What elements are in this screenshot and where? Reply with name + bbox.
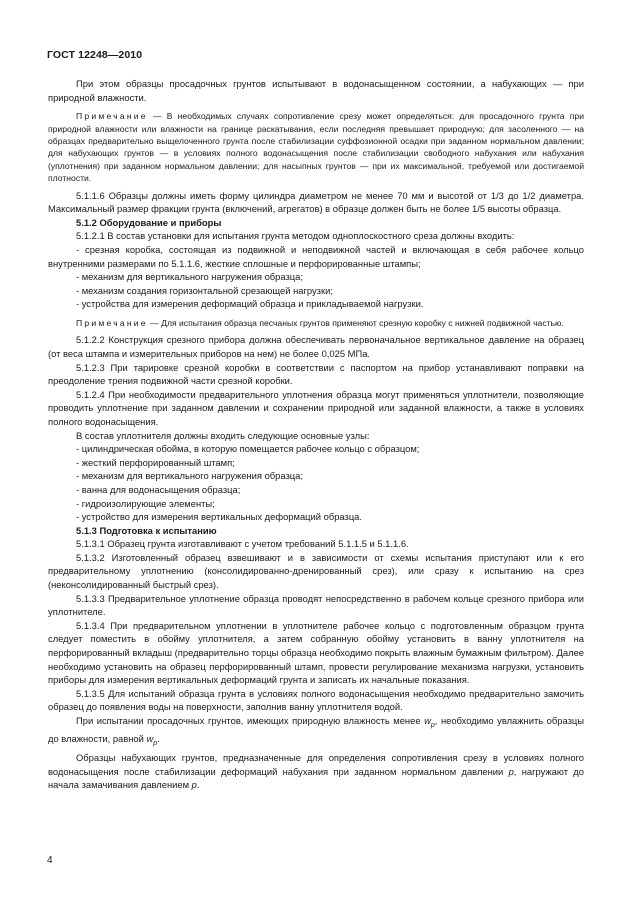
paragraph-5-1-3-1: 5.1.3.1 Образец грунта изготавливают с учетом требований 5.1.1.5 и 5.1.1.6. xyxy=(76,538,409,550)
text-fragment: При испытании просадочных грунтов, имеющих природную влажность менее xyxy=(76,715,425,726)
note-2 xyxy=(48,317,584,329)
paragraph-5-1-3-4: 5.1.3.4 При предварительном уплотнении в уплотнителе рабочее кольцо с подготовленным образцом грунта следует поместить в обойму уплотнителя, а затем собранную обойму установить в ванну уплотнителя на перфорированный вкладыш (предварительно торцы образца необходимо покрыть влажным бумажным фильтром). Далее необходимо установить на образец перфорированный штамп, провести регулирование механизма нагрузки, установить приборы для измерения вертикальных деформаций грунта и записать их начальные показания. xyxy=(48,619,584,686)
list-item: - срезная коробка, состоящая из подвижной и неподвижной частей и включающая в себя рабочее кольцо внутренними размерами по 5.1.1.6, жесткие сплошные и перфорированные штампы; xyxy=(48,244,584,269)
pressure-symbol: р xyxy=(191,779,197,791)
heading-5-1-2: 5.1.2 Оборудование и приборы xyxy=(76,216,222,228)
paragraph-5-1-2-3: 5.1.2.3 При тарировке срезной коробки в соответствии с паспортом на прибор устанавливают поправки на преодоление трения подвижной части срезной коробки. xyxy=(48,361,584,387)
note-2-text: — Для испытания образца песчаных грунтов применяют срезную коробку с нижней подвижной частью. xyxy=(147,317,564,328)
list-item: - устройство для измерения вертикальных деформаций образца. xyxy=(76,511,363,523)
list-item: - цилиндрическая обойма, в которую помещается рабочее кольцо с образцом; xyxy=(76,443,420,455)
list-item: - механизм создания горизонтальной срезающей нагрузки; xyxy=(76,284,333,296)
symbol-w: w xyxy=(424,715,431,726)
list-item: - механизм для вертикального нагружения образца; xyxy=(76,470,303,482)
document-body xyxy=(48,77,584,792)
text-fragment: Образцы набухающих грунтов, предназначенные для определения сопротивления срезу в условиях полного водонасыщения после стабилизации деформаций набухания при заданном нормальном давлении xyxy=(48,751,584,777)
text-fragment: , нагружают до начала замачивания давлением xyxy=(48,765,584,791)
pressure-symbol: р xyxy=(508,765,514,777)
standard-header: ГОСТ 12248—2010 xyxy=(47,49,143,61)
paragraph-5-1-2-4: 5.1.2.4 При необходимости предварительного уплотнения образца могут применяться уплотнители, позволяющие проводить уплотнение при заданном давлении и сохранении природной или заданной влажности, а также в условиях полного водонасыщения. xyxy=(48,388,584,427)
paragraph-swelling-soils xyxy=(48,751,584,792)
text-fragment: . xyxy=(157,733,160,745)
note-1-text: — В необходимых случаях сопротивление срезу может определяться: для просадочного грунта при природной влажности или влажности на границе раскатывания, если последняя превышает природную; для засоленного — на образцах предварительно выщелоченного грунта после стабилизации суффозионной осадки при заданном нормальном давлении; для набухающих грунтов — в условиях полного водонасыщения после стабилизации свободного набухания или набухания (уплотнения) при заданном нормальном давлении; для насыпных грунтов — при их максимальной, требуемой или достигаемой плотности. xyxy=(48,111,584,184)
symbol-w: w xyxy=(146,733,154,745)
paragraph-subsiding-soils xyxy=(48,714,584,751)
paragraph-5-1-2-1: 5.1.2.1 В состав установки для испытания грунта методом одноплоскостного среза должны входить: xyxy=(76,230,515,242)
page-number: 4 xyxy=(47,855,53,866)
note-1-label: Примечание xyxy=(76,111,148,122)
note-1 xyxy=(48,110,584,184)
symbol-subscript: p xyxy=(153,740,158,748)
paragraph-5-1-3-3: 5.1.3.3 Предварительное уплотнение образца проводят непосредственно в рабочем кольце срезного прибора или уплотнителе. xyxy=(48,592,584,618)
paragraph-5-1-2-2: 5.1.2.2 Конструкция срезного прибора должна обеспечивать первоначальное вертикальное давление на образец (от веса штампа и измерительных приборов на нем) не более 0,025 МПа. xyxy=(48,334,584,359)
list-item: - жесткий перфорированный штамп; xyxy=(76,456,235,468)
paragraph-compactor-parts: В состав уплотнителя должны входить следующие основные узлы: xyxy=(76,429,370,441)
paragraph-5-1-1-6: 5.1.1.6 Образцы должны иметь форму цилиндра диаметром не менее 70 мм и высотой от 1/3 до 1/2 диаметра. Максимальный размер фракции грунта (включений, агрегатов) в образце должен быть не более 1/5 высоты образца. xyxy=(48,189,584,215)
list-item: - гидроизолирующие элементы; xyxy=(76,497,215,509)
moisture-symbol xyxy=(424,715,435,729)
list-item: - ванна для водонасыщения образца; xyxy=(76,483,241,495)
paragraph-5-1-3-5: 5.1.3.5 Для испытаний образца грунта в условиях полного водонасыщения необходимо предварительно замочить образец до появления воды на поверхности, заполнив ванну уплотнителя водой. xyxy=(48,687,584,713)
paragraph-intro: При этом образцы просадочных грунтов испытывают в водонасыщенном состоянии, а набухающих — при природной влажности. xyxy=(48,78,584,103)
text-fragment: , необходимо увлажнить образцы до влажности, равной xyxy=(48,715,584,745)
symbol-subscript: p xyxy=(430,721,435,729)
heading-5-1-3: 5.1.3 Подготовка к испытанию xyxy=(76,524,217,536)
moisture-symbol xyxy=(146,733,158,748)
paragraph-5-1-3-2: 5.1.3.2 Изготовленный образец взвешивают и в зависимости от схемы испытания приступают или к его предварительному уплотнению (консолидированно-дренированный срез), или сразу к испытанию на срез (неконсолидированный быстрый срез). xyxy=(48,551,584,591)
text-fragment: . xyxy=(196,779,200,791)
list-item: - устройства для измерения деформаций образца и прикладываемой нагрузки. xyxy=(76,298,424,310)
note-2-label: Примечание xyxy=(76,317,148,328)
list-item: - механизм для вертикального нагружения образца; xyxy=(76,271,303,283)
